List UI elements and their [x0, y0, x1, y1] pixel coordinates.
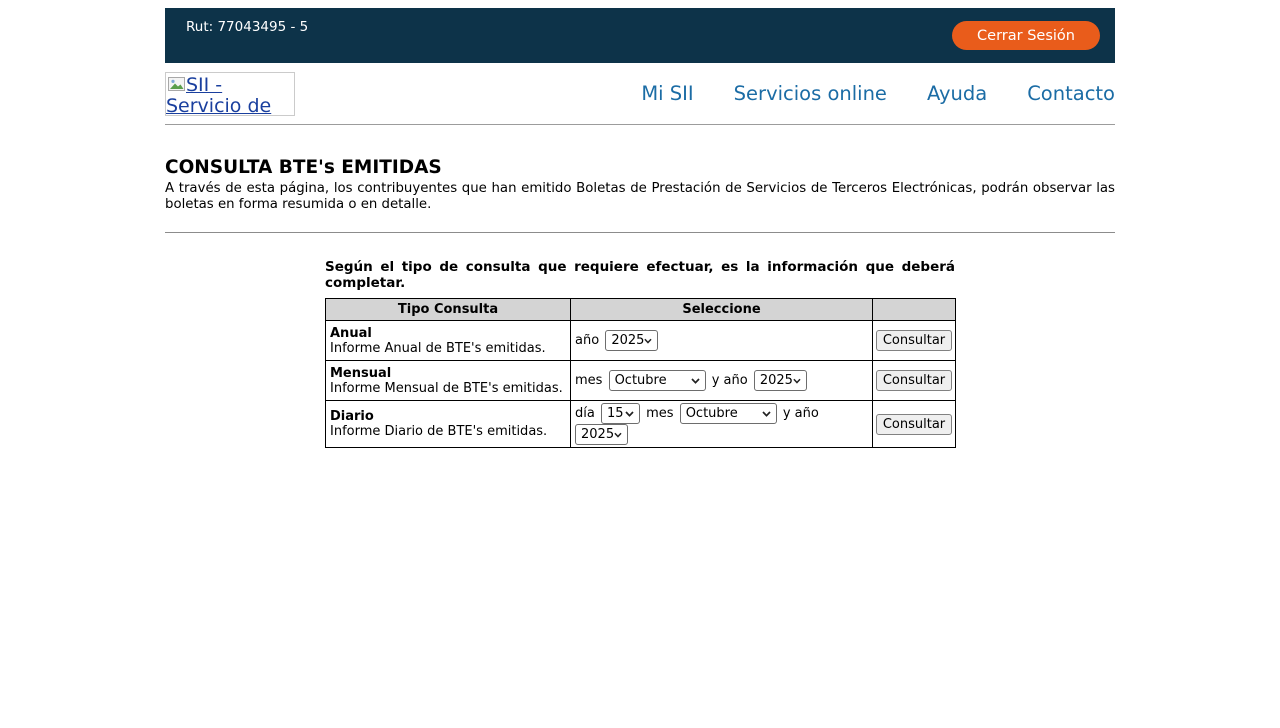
table-row-mensual — [326, 361, 956, 401]
nav-ayuda[interactable]: Ayuda — [926, 82, 988, 105]
header-tipo-consulta: Tipo Consulta — [326, 299, 571, 321]
page-title: CONSULTA BTE's EMITIDAS — [165, 157, 442, 178]
rut-label: Rut: 77043495 - 5 — [186, 19, 309, 35]
diario-ano-select[interactable] — [575, 424, 628, 445]
main-nav — [641, 82, 1115, 105]
diario-ano-label: y año — [782, 406, 819, 421]
table-row-anual — [326, 321, 956, 361]
site-header — [165, 63, 1115, 125]
mensual-mes-label: mes — [575, 373, 603, 388]
page-container — [165, 8, 1115, 448]
chevron-down-icon — [625, 411, 634, 417]
logout-button[interactable]: Cerrar Sesión — [952, 21, 1100, 50]
broken-image-icon — [168, 75, 185, 96]
table-row-diario — [326, 401, 956, 448]
mensual-consultar-button[interactable]: Consultar — [876, 370, 952, 391]
anual-ano-select[interactable] — [605, 330, 658, 351]
chevron-down-icon — [793, 378, 801, 384]
nav-contacto[interactable]: Contacto — [1027, 82, 1115, 105]
diario-mes-select[interactable] — [680, 403, 777, 424]
row-anual-title: Anual — [330, 325, 372, 341]
logo-alt-text: SII - Servicio de — [166, 73, 272, 116]
row-mensual-title: Mensual — [330, 365, 392, 381]
header-empty — [873, 299, 956, 321]
consulta-table — [325, 298, 956, 448]
diario-mes-value: Octubre — [685, 406, 738, 421]
chevron-down-icon — [762, 411, 771, 417]
nav-mi-sii[interactable]: Mi SII — [641, 82, 694, 105]
anual-consultar-button[interactable]: Consultar — [876, 330, 952, 351]
mensual-ano-value: 2025 — [759, 373, 793, 388]
mensual-ano-label: y año — [711, 373, 748, 388]
row-diario-title: Diario — [330, 409, 374, 424]
nav-servicios-online[interactable]: Servicios online — [733, 82, 887, 105]
diario-mes-label: mes — [646, 406, 674, 421]
diario-ano-value: 2025 — [581, 427, 615, 442]
consulta-section — [325, 260, 955, 448]
anual-ano-label: año — [575, 333, 600, 348]
mensual-mes-select[interactable] — [609, 370, 706, 391]
header-seleccione: Seleccione — [571, 299, 873, 321]
table-header-row — [326, 299, 956, 321]
row-anual-description: Informe Anual de BTE's emitidas. — [330, 340, 546, 356]
instruction-text: Según el tipo de consulta que requiere efectuar, es la información que deberá completar. — [325, 259, 955, 291]
mensual-ano-select[interactable] — [754, 370, 807, 391]
diario-dia-value: 15 — [606, 406, 624, 421]
page-description: A través de esta página, los contribuyentes que han emitido Boletas de Prestación de Servicios de Terceros Electrónicas, podrán observar las boletas en forma resumida o en detalle. — [165, 181, 1115, 212]
divider — [165, 232, 1115, 233]
mensual-mes-value: Octubre — [614, 373, 667, 388]
diario-consultar-button[interactable]: Consultar — [876, 414, 952, 435]
sii-logo-link[interactable] — [165, 72, 295, 116]
anual-ano-value: 2025 — [611, 333, 645, 348]
chevron-down-icon — [691, 378, 700, 384]
diario-dia-select[interactable] — [601, 403, 640, 424]
row-diario-description: Informe Diario de BTE's emitidas. — [330, 424, 548, 439]
chevron-down-icon — [614, 432, 622, 438]
chevron-down-icon — [644, 338, 652, 344]
row-mensual-description: Informe Mensual de BTE's emitidas. — [330, 380, 563, 396]
diario-dia-label: día — [575, 406, 595, 421]
session-bar — [165, 8, 1115, 63]
